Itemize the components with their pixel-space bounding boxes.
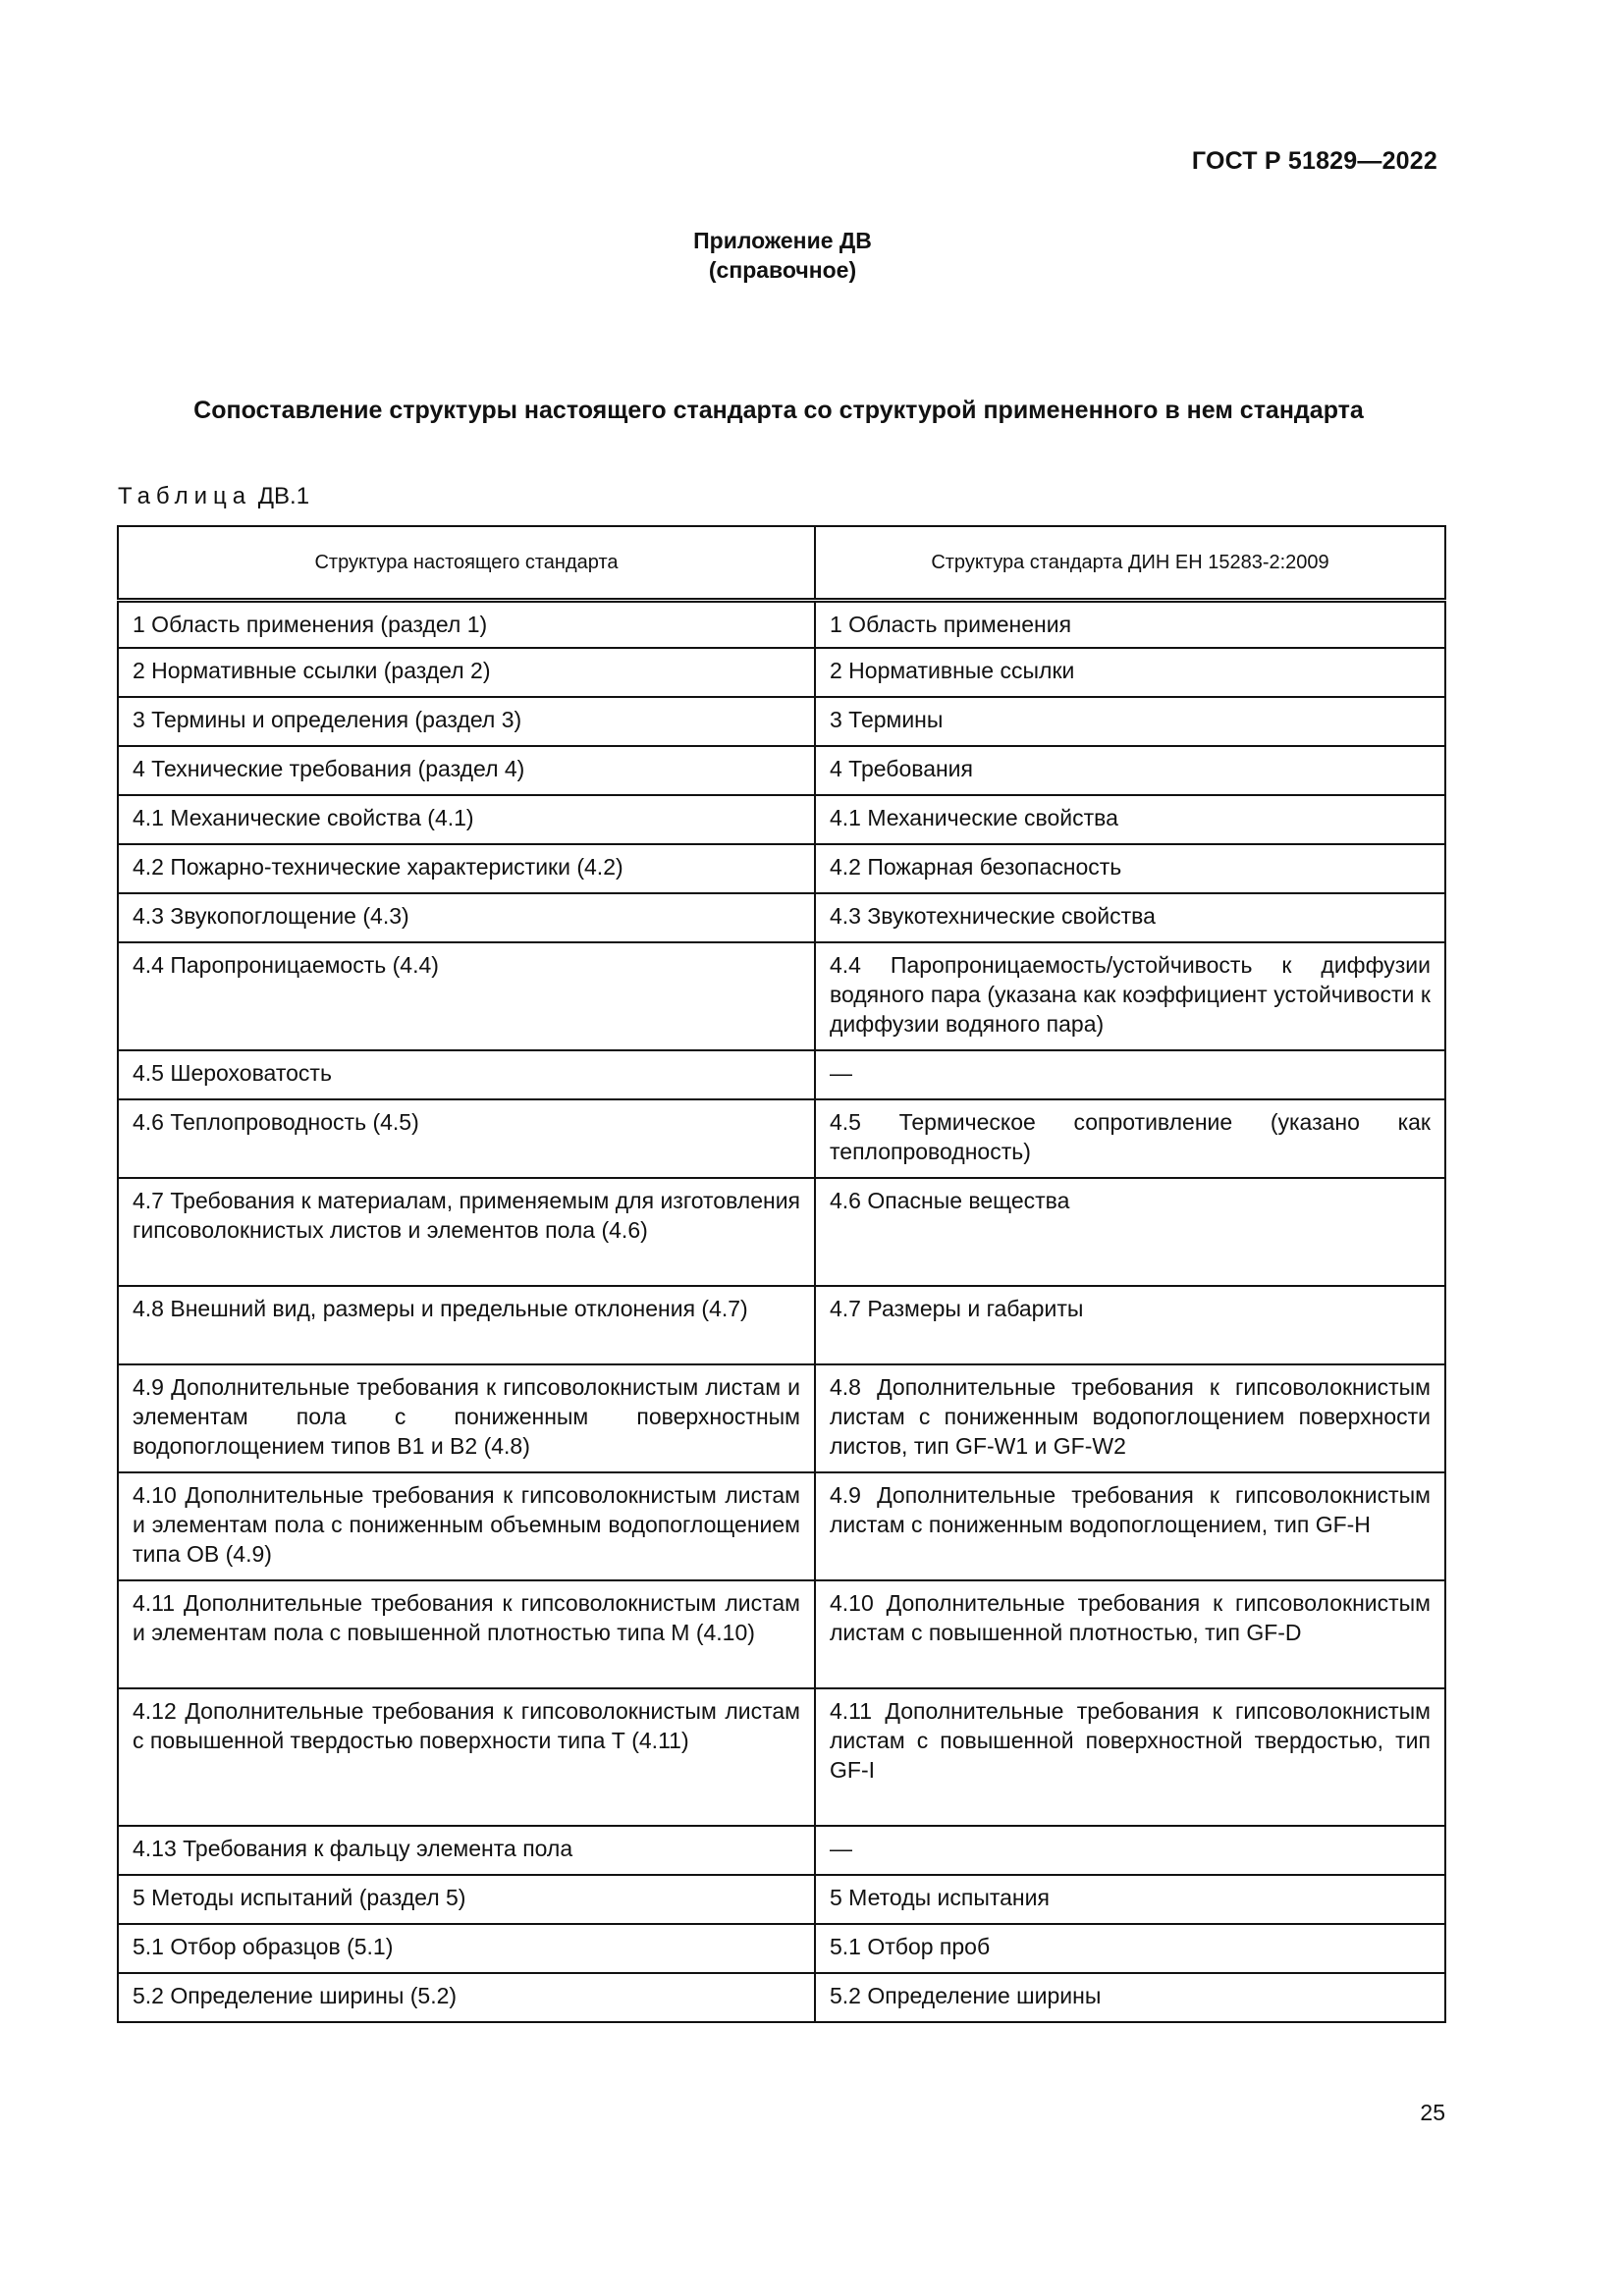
table-caption-word: Таблица	[118, 483, 252, 509]
cell-current: 4.7 Требования к материалам, применяемым для изготовления гипсоволокнистых листов и элементов пола (4.6)	[118, 1178, 815, 1286]
table-row	[118, 746, 1445, 795]
cell-current: 3 Термины и определения (раздел 3)	[118, 697, 815, 746]
table-row	[118, 1178, 1445, 1286]
table-caption	[118, 483, 309, 510]
table-row	[118, 893, 1445, 942]
table-row	[118, 844, 1445, 893]
cell-din: 4.8 Дополнительные требования к гипсоволокнистым листам с пониженным водопоглощением поверхности листов, тип GF-W1 и GF-W2	[815, 1364, 1445, 1472]
cell-din: 4.6 Опасные вещества	[815, 1178, 1445, 1286]
table-row	[118, 795, 1445, 844]
col-header-current: Структура настоящего стандарта	[118, 526, 815, 601]
cell-din: 4.2 Пожарная безопасность	[815, 844, 1445, 893]
table-row	[118, 1875, 1445, 1924]
cell-din: 4.7 Размеры и габариты	[815, 1286, 1445, 1364]
cell-din: 4.10 Дополнительные требования к гипсоволокнистым листам с повышенной плотностью, тип GF-D	[815, 1580, 1445, 1688]
cell-current: 4 Технические требования (раздел 4)	[118, 746, 815, 795]
section-title: Сопоставление структуры настоящего стандарта со структурой примененного в нем стандарта	[193, 397, 1364, 424]
table-row	[118, 1973, 1445, 2022]
cell-din: —	[815, 1050, 1445, 1099]
cell-current: 4.9 Дополнительные требования к гипсоволокнистым листам и элементам пола с пониженным поверхностным водопоглощением типов В1 и В2 (4.8)	[118, 1364, 815, 1472]
cell-current: 5 Методы испытаний (раздел 5)	[118, 1875, 815, 1924]
cell-current: 4.5 Шероховатость	[118, 1050, 815, 1099]
cell-din: 4.1 Механические свойства	[815, 795, 1445, 844]
cell-din: 4.11 Дополнительные требования к гипсоволокнистым листам с повышенной поверхностной твердостью, тип GF-I	[815, 1688, 1445, 1826]
cell-current: 4.4 Паропроницаемость (4.4)	[118, 942, 815, 1050]
col-header-din: Структура стандарта ДИН ЕН 15283-2:2009	[815, 526, 1445, 601]
table-row	[118, 1472, 1445, 1580]
cell-din: 3 Термины	[815, 697, 1445, 746]
cell-current: 5.1 Отбор образцов (5.1)	[118, 1924, 815, 1973]
cell-din: 4.9 Дополнительные требования к гипсоволокнистым листам с пониженным водопоглощением, тип GF-H	[815, 1472, 1445, 1580]
cell-din: 2 Нормативные ссылки	[815, 648, 1445, 697]
cell-din: 4.4 Паропроницаемость/устойчивость к диффузии водяного пара (указана как коэффициент устойчивости к диффузии водяного пара)	[815, 942, 1445, 1050]
table-row	[118, 1364, 1445, 1472]
cell-current: 4.8 Внешний вид, размеры и предельные отклонения (4.7)	[118, 1286, 815, 1364]
table-row	[118, 1924, 1445, 1973]
cell-din: 5.2 Определение ширины	[815, 1973, 1445, 2022]
cell-current: 4.3 Звукопоглощение (4.3)	[118, 893, 815, 942]
cell-current: 2 Нормативные ссылки (раздел 2)	[118, 648, 815, 697]
table-row	[118, 1286, 1445, 1364]
cell-current: 4.13 Требования к фальцу элемента пола	[118, 1826, 815, 1875]
table-caption-number: ДВ.1	[257, 483, 310, 509]
cell-current: 5.2 Определение ширины (5.2)	[118, 1973, 815, 2022]
table-row	[118, 1099, 1445, 1178]
appendix-heading	[0, 226, 1565, 285]
cell-current: 4.10 Дополнительные требования к гипсоволокнистым листам и элементам пола с пониженным объемным водопоглощением типа ОВ (4.9)	[118, 1472, 815, 1580]
table-row	[118, 1826, 1445, 1875]
appendix-title: Приложение ДВ	[693, 228, 872, 253]
table-row	[118, 1580, 1445, 1688]
table-row	[118, 697, 1445, 746]
page-number: 25	[1420, 2100, 1445, 2125]
comparison-table	[117, 525, 1446, 2023]
table-row	[118, 601, 1445, 649]
table-header-row	[118, 526, 1445, 601]
cell-current: 4.6 Теплопроводность (4.5)	[118, 1099, 815, 1178]
cell-din: 5.1 Отбор проб	[815, 1924, 1445, 1973]
cell-din: 5 Методы испытания	[815, 1875, 1445, 1924]
document-code: ГОСТ Р 51829—2022	[1191, 147, 1437, 175]
cell-current: 4.11 Дополнительные требования к гипсоволокнистым листам и элементам пола с повышенной плотностью типа М (4.10)	[118, 1580, 815, 1688]
appendix-subtitle: (справочное)	[708, 257, 857, 283]
cell-din: 4 Требования	[815, 746, 1445, 795]
cell-current: 4.2 Пожарно-технические характеристики (4.2)	[118, 844, 815, 893]
cell-din: 4.3 Звукотехнические свойства	[815, 893, 1445, 942]
table-row	[118, 1688, 1445, 1826]
table-row	[118, 942, 1445, 1050]
cell-din: 1 Область применения	[815, 601, 1445, 649]
cell-current: 4.12 Дополнительные требования к гипсоволокнистым листам с повышенной твердостью поверхности типа Т (4.11)	[118, 1688, 815, 1826]
table-row	[118, 1050, 1445, 1099]
cell-current: 4.1 Механические свойства (4.1)	[118, 795, 815, 844]
table-row	[118, 648, 1445, 697]
cell-current: 1 Область применения (раздел 1)	[118, 601, 815, 649]
cell-din: 4.5 Термическое сопротивление (указано как теплопроводность)	[815, 1099, 1445, 1178]
cell-din: —	[815, 1826, 1445, 1875]
